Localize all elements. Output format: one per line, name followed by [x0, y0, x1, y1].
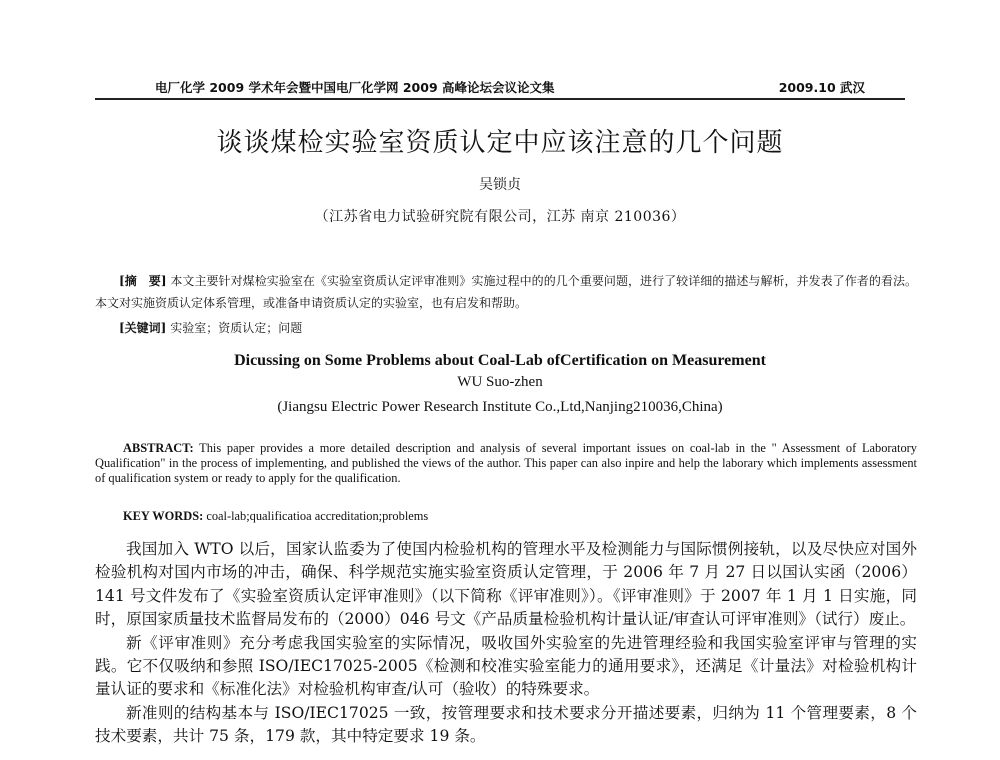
abstract-cn-label: [摘 要] [119, 274, 167, 288]
author-cn: 吴锁贞 [479, 177, 521, 193]
abstract-cn-text: 本文主要针对煤检实验室在《实验室资质认定评审准则》实施过程中的的几个重要问题，进行了较详细的描述与解析，并发表了作者的看法。本文对实施资质认定体系管理，或准备申请资质认定的实验室，也有启发和帮助。 [95, 274, 917, 310]
body-text [95, 538, 917, 749]
keywords-cn [119, 319, 302, 336]
conference-name: 电厂化学 2009 学术年会暨中国电厂化学网 2009 高峰论坛会议论文集 [155, 80, 555, 95]
date-place: 2009.10 武汉 [778, 80, 865, 95]
keywords-en-text: coal-lab;qualificatioa accreditation;problems [206, 509, 429, 523]
abstract-en-label: ABSTRACT: [123, 441, 194, 455]
keywords-en-label: KEY WORDS: [123, 509, 204, 523]
paper-title-cn: 谈谈煤检实验室资质认定中应该注意的几个问题 [216, 128, 784, 158]
body-paragraph: 新准则的结构基本与 ISO/IEC17025 一致，按管理要求和技术要求分开描述要素，归纳为 11 个管理要素，8 个技术要素，共计 75 条，179 款，其中特定要求 19 条。 [95, 703, 917, 746]
paper-title-en: Dicussing on Some Problems about Coal-Lab ofCertification on Measurement [234, 352, 766, 369]
affiliation-en: (Jiangsu Electric Power Research Institute Co.,Ltd,Nanjing210036,China) [277, 399, 723, 415]
keywords-cn-label: [关键词] [119, 321, 167, 335]
running-header [95, 74, 905, 100]
affiliation-cn: （江苏省电力试验研究院有限公司，江苏 南京 210036） [314, 209, 686, 225]
body-paragraph: 新《评审准则》充分考虑我国实验室的实际情况，吸收国外实验室的先进管理经验和我国实验室评审与管理的实践。它不仅吸纳和参照 ISO/IEC17025-2005《检测和校准实验室能力的通用要求》，还满足《计量法》对检验机构计量认证的要求和《标准化法》对检验机构审查/认可（验收）的特殊要求。 [95, 633, 917, 699]
body-paragraph: 我国加入 WTO 以后，国家认监委为了使国内检验机构的管理水平及检测能力与国际惯例接轨，以及尽快应对国外检验机构对国内市场的冲击，确保、科学规范实施实验室资质认定管理，于 2006 年 7 月 27 日以国认实函（2006）141 号文件发布了《实验室资质认定评审准则》（以下简称《评审准则》）。《评审准则》于 2007 年 1 月 1 日实施，同时，原国家质量技术监督局发布的（2000）046 号文《产品质量检验机构计量认证/审查认可评审准则》（试行）废止。 [95, 540, 917, 629]
keywords-cn-text: 实验室；资质认定；问题 [170, 321, 303, 335]
author-en: WU Suo-zhen [457, 374, 543, 390]
abstract-cn [95, 270, 917, 314]
abstract-en [95, 441, 917, 486]
keywords-en [123, 509, 428, 524]
abstract-en-text: This paper provides a more detailed description and analysis of several important issues on coal-lab in the " Assessment of Laboratory Qualification" in the process of implementing, and published the views of the author. This paper can also inpire and help the laborary which implements assessment of qualification system or ready to apply for the qualification. [95, 441, 917, 485]
